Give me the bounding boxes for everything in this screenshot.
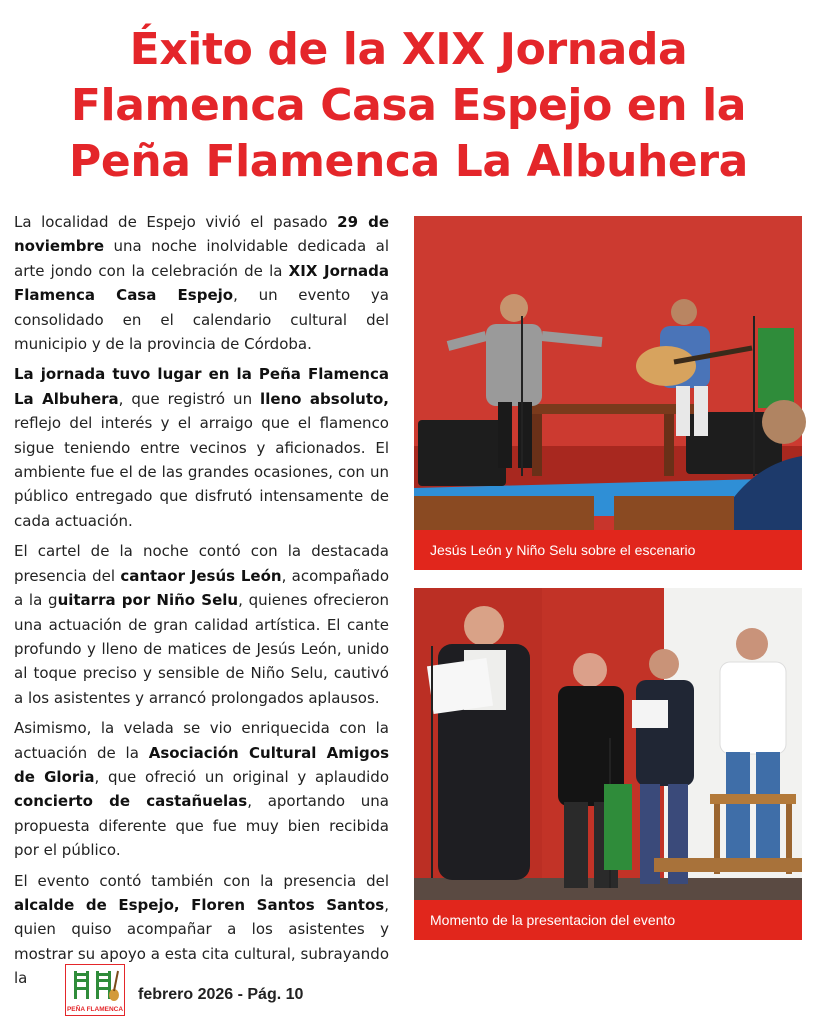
bold-run: La jornada tuvo lugar en la Peña Flamenca La Albuhera	[14, 365, 389, 408]
text-run: , acompañado a la g	[14, 566, 389, 610]
text-run: , aportando una propuesta diferente que fue muy bien recibida por el público.	[14, 792, 389, 860]
text-run: , un evento ya consolidado en el calendario cultural del municipio y de la provincia de Córdoba.	[14, 286, 389, 354]
headline-line-2: Flamenca Casa Espejo en la	[70, 80, 747, 131]
text-run: , quien quiso acompañar a los asistentes y mostrar su apoyo a esta cita cultural, subrayando la	[14, 895, 389, 988]
paragraph-3	[14, 539, 389, 710]
paragraph-4	[14, 716, 389, 862]
page-footer-label: febrero 2026 - Pág. 10	[138, 986, 304, 1003]
bold-run: Asociación Cultural Amigos de Gloria	[14, 743, 389, 786]
text-run: reflejo del interés y el arraigo que el flamenco sigue teniendo entre vecinos y aficionados. El ambiente fue el de las grandes ocasiones, con un público entregado que disfrutó intensamente de cada actuación.	[14, 414, 389, 530]
bold-run: uitarra por Niño Selu	[57, 591, 239, 610]
logo-text: PEÑA FLAMENCA	[66, 1006, 124, 1013]
headline-line-1: Éxito de la XIX Jornada	[129, 24, 688, 75]
text-run: La localidad de Espejo vivió el pasado	[14, 213, 338, 231]
presentation-photo-caption: Momento de la presentacion del evento	[414, 900, 802, 940]
text-run: , que ofreció un original y aplaudido	[94, 767, 389, 786]
text-run: una noche inolvidable dedicada al arte jondo con la celebración de la	[14, 237, 389, 280]
stage-photo-caption: Jesús León y Niño Selu sobre el escenario	[414, 530, 802, 570]
text-run: Asimismo, la velada se vio enriquecida con la actuación de la	[14, 719, 389, 762]
stage-photo	[414, 216, 802, 570]
bold-run: lleno absoluto,	[260, 389, 389, 408]
presentation-photo-image	[414, 588, 802, 940]
bold-run: cantaor Jesús León	[120, 566, 282, 585]
article-body	[14, 210, 390, 988]
bold-run: alcalde de Espejo, Floren Santos Santos	[14, 895, 385, 914]
text-run: El evento contó también con la presencia del	[14, 871, 389, 890]
presentation-photo	[414, 588, 802, 940]
bold-run: XIX Jornada Flamenca Casa Espejo	[14, 261, 389, 305]
article-headline	[0, 22, 817, 190]
paragraph-2	[14, 362, 389, 533]
text-run: , quienes ofrecieron una actuación de gran calidad artística. El cante profundo y lleno de matices de Jesús León, unido al toque preciso y sensible de Niño Selu, cautivó a los asistentes y arrancó prolongados aplausos.	[14, 591, 390, 707]
bold-run: 29 de noviembre	[14, 213, 389, 256]
headline-line-3: Peña Flamenca La Albuhera	[69, 136, 748, 187]
text-run: , que registró un	[118, 389, 261, 408]
stage-photo-image	[414, 216, 802, 570]
text-run: El cartel de la noche contó con la destacada presencia del	[14, 542, 389, 585]
bold-run: concierto de castañuelas	[14, 792, 248, 811]
chairs-guitar-icon	[66, 965, 124, 1005]
paragraph-1	[14, 210, 389, 356]
pena-flamenca-logo	[65, 964, 125, 1016]
